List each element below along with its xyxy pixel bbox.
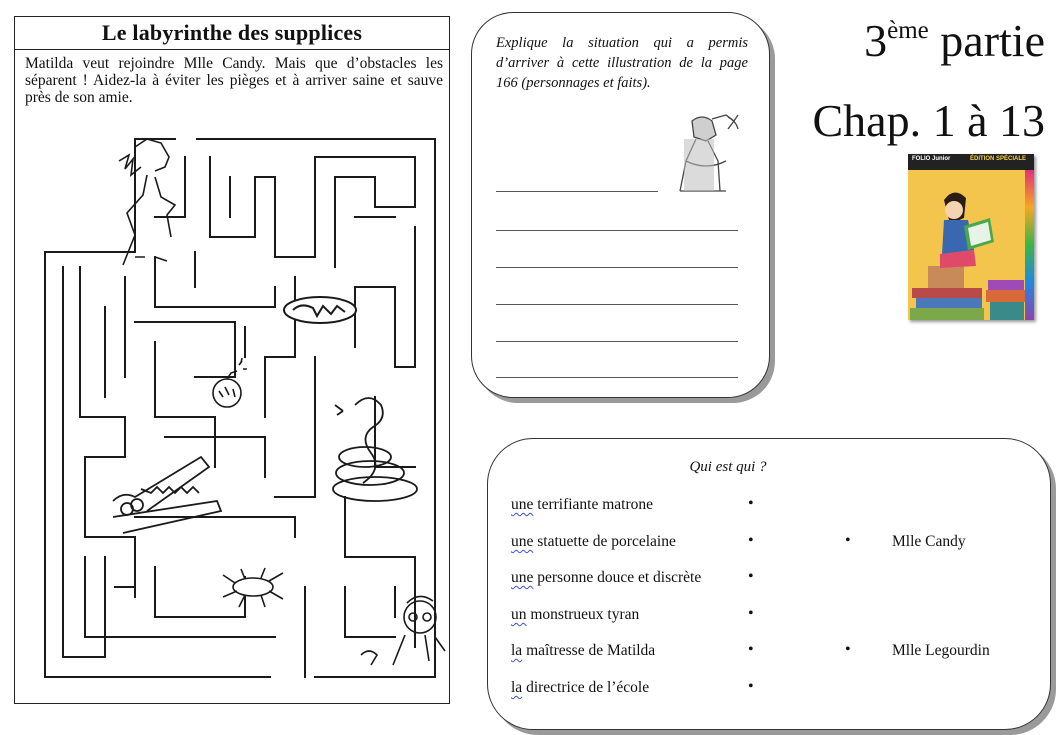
answer-line-4[interactable] [496, 304, 738, 305]
match-dot-right[interactable]: • [845, 641, 851, 658]
answer-line-6[interactable] [496, 377, 738, 378]
matilda-book-cover [908, 154, 1034, 320]
character-name: Mlle Candy [892, 533, 966, 550]
match-dot-left[interactable]: • [748, 678, 754, 695]
book-illustration [662, 109, 748, 199]
answer-line-3[interactable] [496, 267, 738, 268]
question-prompt: Explique la situation qui a permis d’arriver à cette illustration de la page 166 (personnages et faits). [496, 35, 748, 91]
bomb-drawing [213, 358, 247, 407]
cover-color-stripe [1025, 170, 1034, 320]
maze-worksheet [14, 16, 450, 704]
answer-line-1[interactable] [496, 191, 658, 192]
miss-candy-drawing [361, 596, 445, 665]
description-item: un monstrueux tyran [511, 606, 640, 623]
match-dot-left[interactable]: • [748, 568, 754, 585]
match-dot-left[interactable]: • [748, 532, 754, 549]
match-dot-right[interactable]: • [845, 532, 851, 549]
matilda-drawing [119, 139, 175, 265]
match-dot-left[interactable]: • [748, 641, 754, 658]
answer-line-2[interactable] [496, 230, 738, 231]
cover-illustration [908, 170, 1028, 320]
cover-series: FOLIO Junior [912, 156, 951, 162]
labyrinth-maze [15, 117, 449, 703]
maze-instructions: Matilda veut rejoindre Mlle Candy. Mais que d’obstacles les séparent ! Aidez-la à éviter les pièges et à arriver saine et sauve près de son amie. [25, 55, 443, 106]
part-number: 3 [864, 15, 888, 66]
description-item: la maîtresse de Matilda [511, 642, 656, 659]
cover-edition: ÉDITION SPÉCIALE [970, 156, 1027, 162]
part-suffix: ème [887, 16, 929, 44]
maze-title-box [15, 17, 449, 50]
matching-heading: Qui est qui ? [689, 459, 767, 475]
answer-line-5[interactable] [496, 341, 738, 342]
match-dot-left[interactable]: • [748, 495, 754, 512]
maze-title: Le labyrinthe des supplices [101, 20, 363, 45]
description-item: une statuette de porcelaine [511, 533, 676, 550]
part-heading [864, 14, 1045, 67]
character-name: Mlle Legourdin [892, 642, 990, 659]
who-is-who-card [487, 438, 1051, 730]
description-item: une terrifiante matrone [511, 496, 654, 513]
illustration-question-card [471, 12, 770, 398]
part-word: partie [940, 15, 1045, 66]
chapter-range: Chap. 1 à 13 [812, 95, 1045, 146]
match-dot-left[interactable]: • [748, 605, 754, 622]
spider-drawing [223, 568, 283, 607]
hole-trap-drawing [284, 297, 356, 323]
description-item: la directrice de l’école [511, 679, 650, 696]
crocodile-drawing [113, 457, 221, 533]
description-item: une personne douce et discrète [511, 569, 702, 586]
